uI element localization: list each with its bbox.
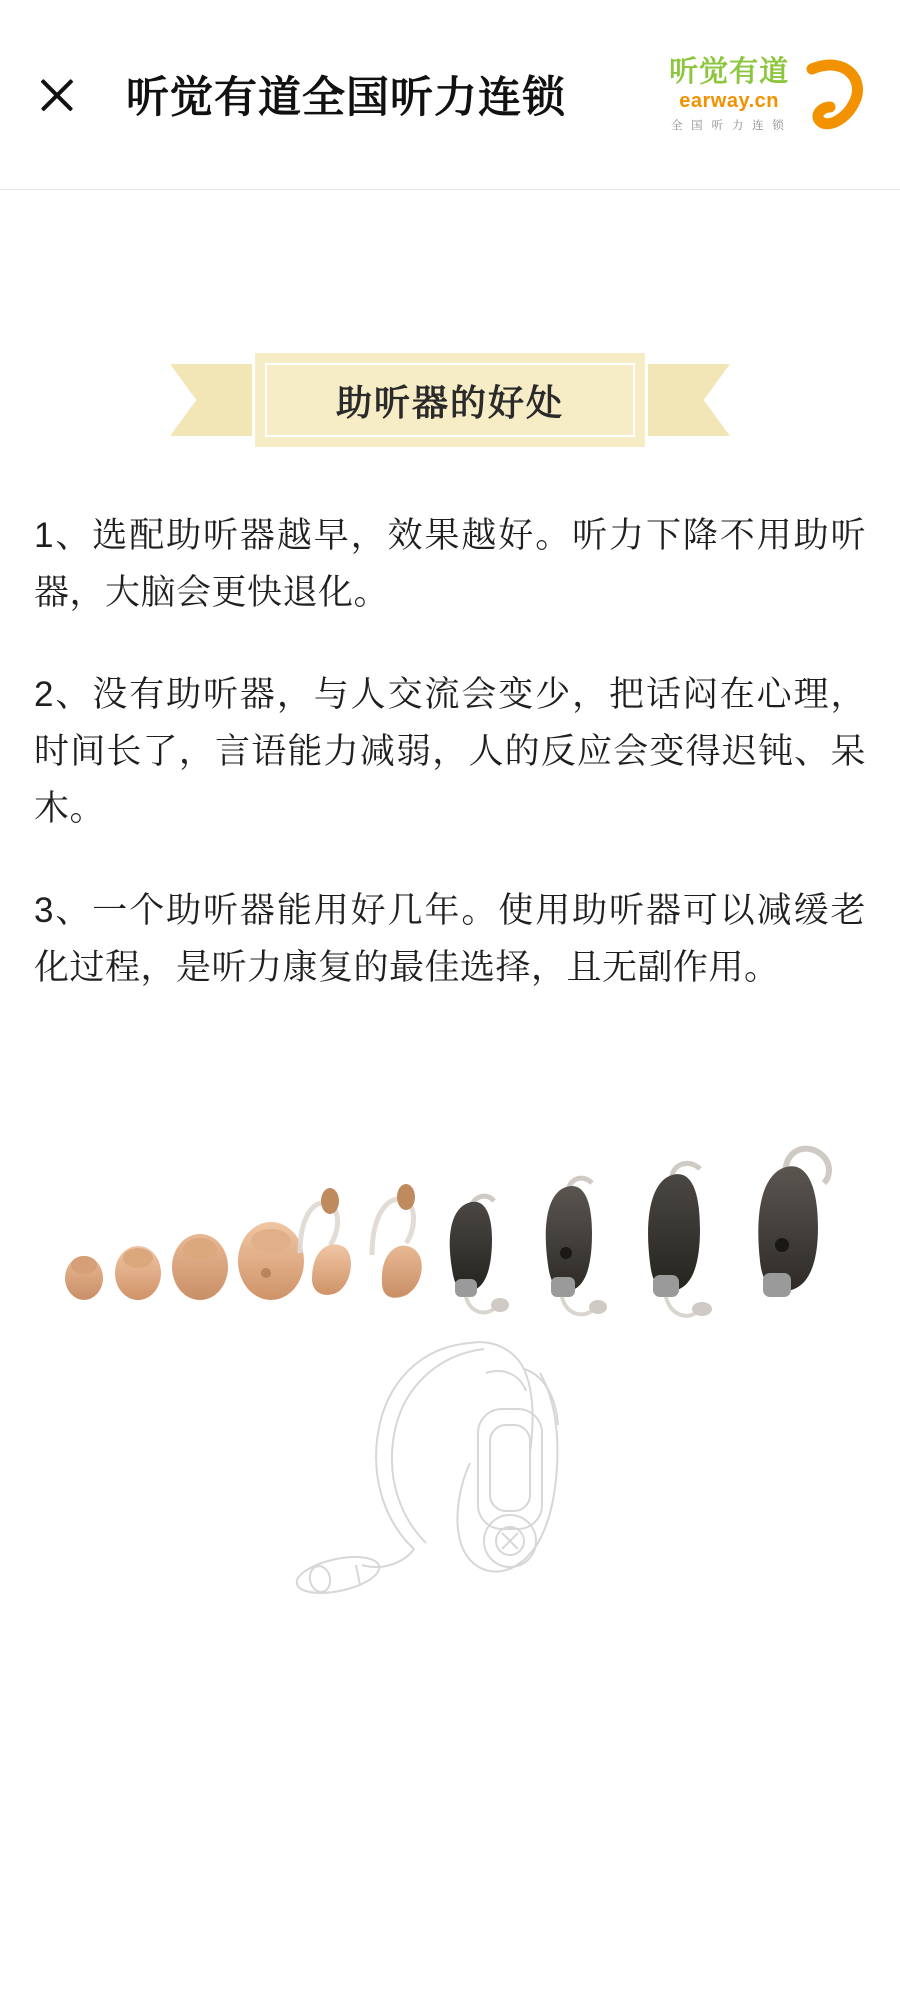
banner-core [252, 350, 648, 450]
page-header [0, 0, 900, 190]
paragraph-2: 2、没有助听器，与人交流会变少，把话闷在心理，时间长了，言语能力减弱，人的反应会变得迟钝、呆木。 [34, 675, 866, 828]
hearing-aid-sketch-image [0, 1313, 900, 1613]
brand-logo [668, 58, 864, 131]
ear-swoosh-logo-icon [802, 59, 864, 131]
close-icon[interactable] [34, 72, 80, 118]
banner-tail-left [170, 364, 252, 436]
banner-title: 助听器的好处 [335, 381, 564, 423]
hearing-aid-lineup-image [0, 1093, 900, 1323]
brand-name-en: earway.cn [679, 90, 780, 112]
banner-tail-right [648, 364, 730, 436]
product-image-block [0, 1063, 900, 1623]
paragraph-3: 3、一个助听器能用好几年。使用助听器可以减缓老化过程，是听力康复的最佳选择，且无副作用。 [34, 891, 866, 988]
brand-wordmark [668, 58, 790, 131]
banner-core-inner [265, 363, 635, 437]
section-banner-wrapper [0, 350, 900, 450]
article-content [34, 508, 866, 997]
paragraph-1: 1、选配助听器越早，效果越好。听力下降不用助听器，大脑会更快退化。 [34, 516, 866, 612]
section-banner [170, 350, 730, 450]
brand-tagline: 全 国 听 力 连 锁 [671, 118, 787, 132]
brand-name-cn: 听觉有道 [669, 56, 790, 88]
page-title: 听觉有道全国听力连锁 [126, 74, 566, 122]
